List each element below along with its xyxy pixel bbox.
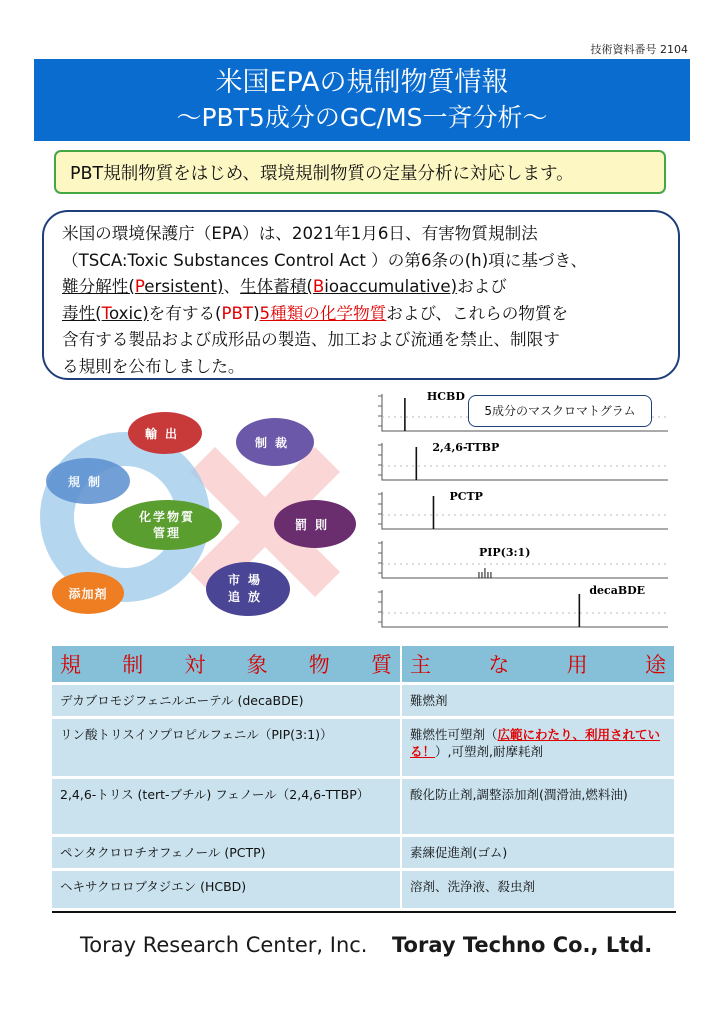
- peak-label: 2,4,6-TTBP: [432, 441, 500, 454]
- regulated-substances-table: [52, 646, 676, 908]
- intro-line: 含有する製品および成形品の製造、加工および流通を禁止、制限す: [62, 330, 560, 349]
- bubble-additive: 添加剤: [52, 572, 124, 614]
- header-use-text: [410, 649, 666, 679]
- header-substance-text: [60, 649, 392, 679]
- intro-line: 毒性(Toxic)を有する(PBT)5種類の化学物質および、これらの物質を: [62, 303, 569, 323]
- header-char: 途: [644, 653, 666, 677]
- intro-line: 米国の環境保護庁（EPA）は、2021年1月6日、有害物質規制法: [62, 224, 538, 243]
- header-char: 主: [410, 653, 431, 677]
- table-row: [52, 868, 676, 908]
- cell-use: 溶剤、洗浄液、殺虫剤: [402, 868, 676, 908]
- cell-use: 難燃剤: [402, 682, 676, 716]
- peak-label: decaBDE: [589, 584, 646, 597]
- company-name-1: Toray Research Center, Inc.: [80, 933, 368, 957]
- peak-label: HCBD: [426, 390, 465, 403]
- peak-label: PIP(3:1): [478, 546, 531, 559]
- table-row: [52, 776, 676, 834]
- intro-line: （TSCA:Toxic Substances Control Act ）の第6条の(h)項に基づき、: [62, 250, 588, 270]
- lead-statement: PBT規制物質をはじめ、環境規制物質の定量分析に対応します。: [54, 150, 666, 194]
- five-substances-term: 5種類の化学物質: [259, 303, 387, 323]
- page-title: 米国EPAの規制物質情報: [215, 67, 509, 98]
- table-header: [52, 646, 676, 682]
- intro-line: 難分解性(Persistent)、生体蓄積(Bioaccumulative)および: [62, 277, 507, 296]
- cell-substance: リン酸トリスイソプロピルフェニル（PIP(3:1)）: [52, 716, 402, 776]
- header-char: 用: [566, 653, 588, 677]
- bubble-export: 輸出: [128, 412, 202, 454]
- cell-use: 酸化防止剤,調整添加剤(潤滑油,燃料油): [402, 776, 676, 834]
- cell-substance: ペンタクロロチオフェノール (PCTP): [52, 834, 402, 868]
- header-char: な: [488, 653, 510, 677]
- document-number: 技術資料番号 2104: [590, 43, 688, 56]
- table-row: [52, 716, 676, 776]
- cell-use: 素練促進剤(ゴム): [402, 834, 676, 868]
- bubble-chemical-management: [112, 500, 222, 550]
- chromatogram-panel: [378, 441, 668, 480]
- table-row: [52, 834, 676, 868]
- chromatogram-panel: [378, 584, 668, 627]
- chromatogram-panel: [378, 541, 668, 578]
- table-row: [52, 682, 676, 716]
- chromatogram-caption: 5成分のマスクロマトグラム: [468, 395, 652, 427]
- cell-substance: 2,4,6-トリス (tert-ブチル) フェノール（2,4,6-TTBP）: [52, 776, 402, 834]
- company-name-2: Toray Techno Co., Ltd.: [392, 933, 653, 957]
- bubble-penalty: 罰則: [274, 500, 356, 548]
- intro-line: る規則を公布しました。: [62, 356, 245, 376]
- intro-box: [42, 210, 680, 380]
- chem-mgmt-line1: 化学物質: [138, 510, 195, 524]
- market-line2: 追放: [227, 590, 268, 604]
- chem-mgmt-line2: 管理: [152, 526, 181, 540]
- highlight-note: 広範にわたり、利用されている！: [410, 727, 661, 759]
- header-char: 対: [184, 653, 206, 677]
- title-banner: [34, 59, 690, 141]
- header-substance: [52, 646, 402, 682]
- cell-substance: デカブロモジフェニルエーテル (decaBDE): [52, 682, 402, 716]
- header-char: 物: [308, 653, 330, 677]
- bubble-market: [206, 562, 290, 616]
- bubble-sanction: 制裁: [236, 418, 314, 466]
- header-char: 規: [60, 653, 81, 677]
- market-line1: 市場: [227, 573, 268, 587]
- footer-divider: [52, 911, 676, 913]
- cell-substance: ヘキサクロロブタジエン (HCBD): [52, 868, 402, 908]
- header-char: 制: [122, 653, 144, 677]
- chromatogram-panel: [378, 490, 668, 529]
- page-subtitle: ～PBT5成分のGC/MS一斉分析～: [176, 103, 548, 132]
- toxic-term: 毒性(Toxic): [62, 303, 149, 323]
- bubble-regulation: 規制: [46, 458, 130, 504]
- header-char: 象: [246, 653, 268, 677]
- concept-diagram: [40, 392, 360, 632]
- header-char: 質: [370, 653, 392, 677]
- bioaccumulative-term: 生体蓄積(Bioaccumulative): [240, 277, 458, 296]
- peak-label: PCTP: [449, 490, 483, 503]
- persistent-term: 難分解性(Persistent): [62, 277, 224, 296]
- cell-use: 難燃性可塑剤（広範にわたり、利用されている！）,可塑剤,耐摩耗剤: [402, 716, 676, 776]
- header-use: [402, 646, 676, 682]
